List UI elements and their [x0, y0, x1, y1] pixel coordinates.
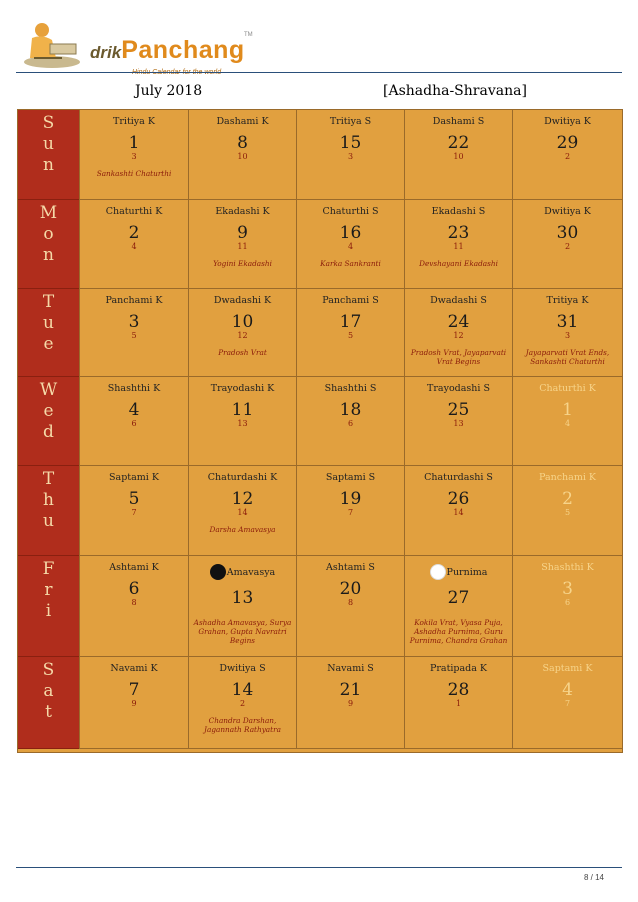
day-letter: o — [43, 224, 54, 244]
tithi-label: Chaturdashi S — [424, 472, 493, 483]
day-letter: u — [43, 134, 54, 154]
logo-wordmark — [90, 36, 245, 65]
gregorian-date: 4 — [128, 400, 140, 420]
moon-phase — [189, 564, 296, 580]
day-cell[interactable] — [79, 110, 188, 200]
day-cell[interactable] — [188, 657, 296, 749]
gregorian-date: 3 — [562, 579, 573, 599]
tithi-number: 14 — [237, 508, 248, 517]
day-cell[interactable] — [404, 377, 512, 466]
tithi-label: Dashami S — [432, 116, 485, 127]
gregorian-date: 30 — [556, 223, 579, 243]
day-cell[interactable] — [404, 200, 512, 289]
tithi-number: 7 — [564, 699, 571, 708]
day-letter: S — [42, 113, 55, 133]
day-cell[interactable] — [296, 200, 404, 289]
event-text: Darsha Amavasya — [209, 525, 276, 534]
gregorian-date: 1 — [562, 400, 573, 420]
drikpanchang-logo — [22, 14, 252, 74]
tithi-number: 8 — [131, 598, 137, 607]
day-cell[interactable] — [79, 466, 188, 556]
day-cell[interactable] — [512, 289, 622, 377]
tithi-label: Chaturthi S — [322, 206, 379, 217]
tithi-number: 5 — [131, 331, 137, 340]
gregorian-date: 29 — [556, 133, 579, 153]
gregorian-date: 14 — [231, 680, 254, 700]
footer-divider — [16, 867, 622, 868]
page-number: 8 / 14 — [583, 873, 604, 882]
day-cell[interactable] — [188, 110, 296, 200]
day-letter: r — [44, 580, 53, 600]
day-letter: F — [42, 559, 55, 579]
day-cell[interactable] — [79, 377, 188, 466]
day-label-thursday — [18, 466, 79, 556]
day-letter: h — [43, 490, 54, 510]
event-text: Pradosh Vrat, Jayaparvati Vrat Begins — [410, 348, 507, 366]
moon-phase — [405, 564, 512, 580]
day-cell[interactable] — [404, 657, 512, 749]
day-label-friday — [18, 556, 79, 657]
day-cell[interactable] — [79, 289, 188, 377]
tithi-label: Dwitiya K — [544, 206, 591, 217]
day-letter: W — [39, 380, 58, 400]
tithi-number: 10 — [237, 152, 248, 161]
day-letter: e — [43, 401, 54, 421]
gregorian-date: 2 — [128, 223, 140, 243]
gregorian-date: 11 — [231, 400, 254, 420]
tithi-number: 4 — [564, 419, 571, 428]
event-text: Jayaparvati Vrat Ends, Sankashti Chaturthi — [525, 348, 610, 366]
event-text: Karka Sankranti — [320, 259, 381, 268]
day-cell[interactable] — [188, 200, 296, 289]
tithi-number: 3 — [347, 152, 354, 161]
gregorian-date: 4 — [562, 680, 573, 700]
tithi-label: Dwitiya S — [219, 663, 266, 674]
tithi-number: 2 — [239, 699, 246, 708]
event-text: Pradosh Vrat — [218, 348, 267, 357]
tithi-label: Dwitiya K — [544, 116, 591, 127]
day-letter: d — [43, 422, 54, 442]
tithi-number: 6 — [564, 598, 571, 607]
tithi-number: 3 — [131, 152, 137, 161]
day-cell[interactable] — [188, 289, 296, 377]
tithi-number: 6 — [131, 419, 137, 428]
tithi-label: Ekadashi S — [431, 206, 486, 217]
tithi-label: Shashthi K — [107, 383, 161, 394]
day-letter: e — [43, 334, 54, 354]
event-text: Yogini Ekadashi — [213, 259, 272, 268]
gregorian-date: 19 — [339, 489, 362, 509]
tithi-label: Dwadashi S — [430, 295, 487, 306]
day-cell[interactable] — [512, 110, 622, 200]
logo-panchang: Panchang — [121, 36, 245, 64]
tithi-label: Shashthi K — [541, 562, 594, 573]
tithi-number: 6 — [347, 419, 354, 428]
full-moon-icon — [430, 564, 446, 580]
tithi-number: 2 — [564, 152, 571, 161]
gregorian-date: 12 — [231, 489, 254, 509]
gregorian-date: 13 — [231, 588, 254, 608]
day-cell[interactable] — [296, 377, 404, 466]
header-divider — [16, 72, 622, 73]
day-letter: n — [43, 245, 54, 265]
tithi-label: Saptami S — [325, 472, 376, 483]
gregorian-date: 16 — [339, 223, 362, 243]
day-cell[interactable] — [79, 200, 188, 289]
gregorian-date: 25 — [447, 400, 470, 420]
tithi-number: 3 — [564, 331, 571, 340]
day-cell[interactable] — [512, 200, 622, 289]
day-letter: a — [43, 681, 54, 701]
tithi-number: 5 — [564, 508, 571, 517]
gregorian-date: 8 — [237, 133, 248, 153]
gregorian-date: 6 — [128, 579, 140, 599]
tithi-label: Tritiya K — [113, 116, 155, 127]
tithi-number: 13 — [453, 419, 464, 428]
gregorian-date: 28 — [447, 680, 470, 700]
day-letter: i — [45, 601, 52, 621]
tithi-label: Navami S — [327, 663, 374, 674]
tithi-label: Panchami K — [105, 295, 163, 306]
tithi-label: Dashami K — [216, 116, 269, 127]
tithi-number: 8 — [347, 598, 354, 607]
tithi-label: Ashtami S — [326, 562, 375, 573]
day-cell[interactable] — [188, 466, 296, 556]
logo-drik: drik — [90, 43, 122, 62]
day-letter: M — [39, 203, 58, 223]
day-cell[interactable] — [188, 377, 296, 466]
day-letter: T — [42, 469, 55, 489]
day-label-wednesday — [18, 377, 79, 466]
tithi-label: Saptami K — [109, 472, 159, 483]
event-text: Chandra Darshan, Jagannath Rathyatra — [204, 716, 281, 734]
lunar-month-range: [Ashadha-Shravana] — [383, 83, 527, 99]
day-cell[interactable] — [296, 289, 404, 377]
day-letter: u — [43, 511, 54, 531]
tithi-label: Trayodashi S — [427, 383, 490, 394]
gregorian-date: 23 — [447, 223, 470, 243]
tithi-label: Ashtami K — [109, 562, 159, 573]
tithi-label: Shashthi S — [324, 383, 377, 394]
trademark: TM — [244, 32, 253, 38]
event-text: Kokila Vrat, Vyasa Puja, Ashadha Purnima, Guru Purnima, Chandra Grahan — [409, 618, 508, 645]
tithi-label: Panchami S — [322, 295, 379, 306]
gregorian-date: 26 — [447, 489, 470, 509]
tithi-label: Dwadashi K — [213, 295, 272, 306]
event-text: Ashadha Amavasya, Surya Grahan, Gupta Navratri Begins — [193, 618, 292, 645]
tithi-number: 10 — [453, 152, 464, 161]
gregorian-date: 3 — [128, 312, 140, 332]
gregorian-date: 15 — [339, 133, 362, 153]
tithi-number: 13 — [237, 419, 248, 428]
new-moon-icon — [210, 564, 226, 580]
gregorian-date: 17 — [339, 312, 362, 332]
gregorian-date: 20 — [339, 579, 362, 599]
day-cell[interactable] — [79, 556, 188, 657]
tithi-number: 5 — [347, 331, 354, 340]
day-cell[interactable] — [404, 556, 512, 657]
gregorian-date: 1 — [128, 133, 140, 153]
tithi-label: Chaturthi K — [539, 383, 596, 394]
gregorian-date: 22 — [447, 133, 470, 153]
month-title: July 2018 — [135, 83, 203, 99]
day-cell[interactable] — [404, 289, 512, 377]
tithi-number: 14 — [453, 508, 464, 517]
tithi-label: Navami K — [110, 663, 158, 674]
tithi-label: Pratipada K — [429, 663, 488, 674]
gregorian-date: 24 — [447, 312, 470, 332]
tithi-number: 2 — [564, 242, 571, 251]
day-cell[interactable] — [512, 556, 622, 657]
sage-reading-icon — [22, 18, 82, 70]
tithi-label: Ekadashi K — [215, 206, 270, 217]
gregorian-date: 21 — [339, 680, 362, 700]
gregorian-date: 18 — [339, 400, 362, 420]
tithi-label: Chaturdashi K — [207, 472, 278, 483]
tithi-number: 12 — [453, 331, 464, 340]
day-cell[interactable] — [404, 110, 512, 200]
gregorian-date: 27 — [447, 588, 470, 608]
tithi-number: 12 — [237, 331, 248, 340]
tithi-number: 9 — [131, 699, 137, 708]
gregorian-date: 10 — [231, 312, 254, 332]
calendar-grid — [17, 109, 623, 753]
event-text: Sankashti Chaturthi — [96, 169, 172, 178]
tithi-number: 4 — [347, 242, 354, 251]
day-label-sunday — [18, 110, 79, 200]
day-cell[interactable] — [296, 110, 404, 200]
gregorian-date: 31 — [556, 312, 579, 332]
tithi-number: 7 — [347, 508, 354, 517]
gregorian-date: 5 — [128, 489, 140, 509]
day-letter: t — [45, 702, 52, 722]
tithi-label: Tritiya K — [546, 295, 589, 306]
tithi-number: 9 — [347, 699, 354, 708]
day-cell[interactable] — [296, 657, 404, 749]
day-cell[interactable] — [296, 556, 404, 657]
tithi-label: Purnima — [446, 566, 488, 578]
day-label-monday — [18, 200, 79, 289]
day-label-tuesday — [18, 289, 79, 377]
day-cell[interactable] — [512, 657, 622, 749]
day-cell[interactable] — [512, 377, 622, 466]
gregorian-date: 9 — [237, 223, 248, 243]
day-cell[interactable] — [296, 466, 404, 556]
day-cell[interactable] — [404, 466, 512, 556]
day-label-saturday — [18, 657, 79, 749]
day-letter: n — [43, 155, 54, 175]
tithi-number: 11 — [237, 242, 248, 251]
day-letter: u — [43, 313, 54, 333]
tithi-label: Panchami K — [538, 472, 596, 483]
day-cell[interactable] — [79, 657, 188, 749]
day-cell[interactable] — [188, 556, 296, 657]
tithi-label: Chaturthi K — [105, 206, 163, 217]
tithi-label: Amavasya — [226, 566, 276, 578]
tithi-number: 4 — [131, 242, 137, 251]
tithi-number: 11 — [453, 242, 464, 251]
tithi-label: Trayodashi K — [210, 383, 275, 394]
event-text: Devshayani Ekadashi — [419, 259, 498, 268]
gregorian-date: 2 — [562, 489, 573, 509]
day-letter: T — [42, 292, 55, 312]
tithi-number: 7 — [131, 508, 137, 517]
day-letter: S — [42, 660, 55, 680]
tithi-label: Saptami K — [542, 663, 593, 674]
tithi-label: Tritiya S — [329, 116, 372, 127]
day-cell[interactable] — [512, 466, 622, 556]
tithi-number: 1 — [455, 699, 462, 708]
gregorian-date: 7 — [128, 680, 140, 700]
